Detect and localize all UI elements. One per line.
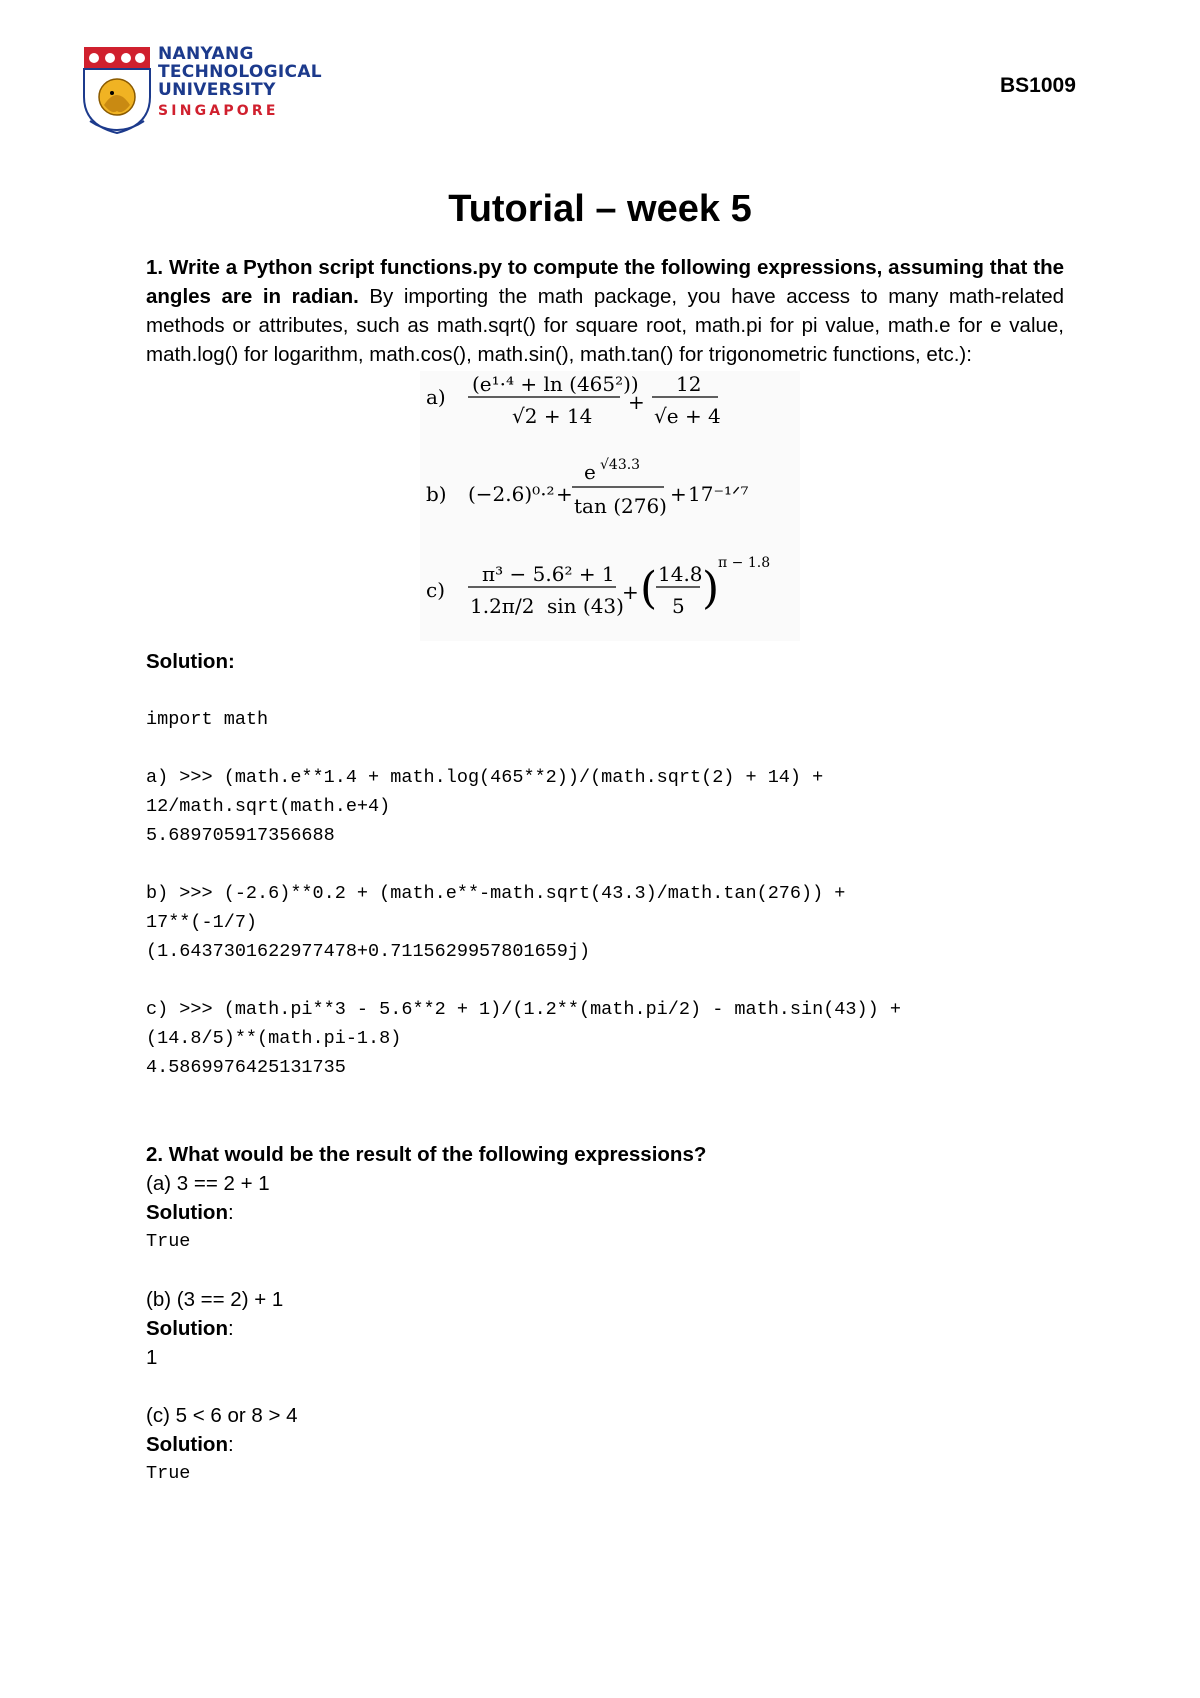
- formula-c-paren-right: ): [702, 563, 720, 614]
- formula-a-label: a): [426, 385, 446, 409]
- formula-c-frac-numerator: 14.8: [658, 562, 703, 586]
- question-2b-solution-label: Solution:: [146, 1317, 234, 1340]
- formula-b-label: b): [426, 482, 447, 506]
- question-2a-solution-label: Solution:: [146, 1201, 234, 1224]
- formula-image: [420, 371, 800, 641]
- code-line: (1.6437301622977478+0.7115629957801659j): [146, 941, 591, 962]
- question-2-heading: 2. What would be the result of the following expressions?: [146, 1143, 707, 1166]
- formula-c-label: c): [426, 578, 446, 602]
- question-2a-expression: (a) 3 == 2 + 1: [146, 1172, 270, 1195]
- formula-b-term-3: 17⁻¹ᐟ⁷: [688, 482, 749, 506]
- code-line: (14.8/5)**(math.pi-1.8): [146, 1028, 402, 1049]
- formula-b-numerator: e: [584, 460, 596, 484]
- code-line: 4.5869976425131735: [146, 1057, 346, 1078]
- question-1-code: [146, 676, 1064, 1082]
- logo-line-4: SINGAPORE: [158, 103, 279, 119]
- formula-c-frac-denominator: 5: [672, 594, 685, 618]
- question-2b-expression: (b) (3 == 2) + 1: [146, 1288, 284, 1311]
- question-2c-answer: True: [146, 1463, 191, 1484]
- question-2c-expression: (c) 5 < 6 or 8 > 4: [146, 1404, 298, 1427]
- course-code: BS1009: [1000, 74, 1076, 97]
- code-line: 17**(-1/7): [146, 912, 258, 933]
- page-title: Tutorial – week 5: [448, 188, 752, 230]
- question-2c-solution-label: Solution:: [146, 1433, 234, 1456]
- formula-c-exponent: π − 1.8: [718, 555, 771, 571]
- formula-a-numerator-2: 12: [676, 372, 702, 396]
- formula-c-plus: +: [622, 580, 639, 604]
- question-1-text: By importing the math package, you have access to many math-related methods or attributes, such as math.sqrt() for square root, math.pi for pi value, math.e for e value, math.log() for logarithm, math.cos(), math.sin(), math.tan() for trigonometric functions, etc.):: [146, 285, 1064, 366]
- logo-line-3: UNIVERSITY: [158, 80, 276, 100]
- code-line: 5.689705917356688: [146, 825, 335, 846]
- logo-wordmark: [158, 45, 322, 120]
- formula-a-numerator: (e¹·⁴ + ln (465²)): [472, 372, 639, 396]
- formula-a-denominator-2: √e + 4: [654, 404, 721, 428]
- formula-b-term-1: (−2.6)⁰·²: [468, 482, 555, 506]
- formula-b-plus-2: +: [670, 482, 687, 506]
- question-1-solution-label: Solution:: [146, 650, 235, 673]
- code-line: 12/math.sqrt(math.e+4): [146, 796, 391, 817]
- code-line: [146, 966, 1064, 995]
- code-line: [146, 850, 1064, 879]
- formula-c-paren-left: (: [640, 563, 658, 614]
- ntu-crest-icon: [82, 45, 152, 135]
- formula-b-denominator: tan (276): [574, 494, 667, 518]
- main-content: [146, 253, 1064, 1488]
- formula-c-denominator-a: 1.2π/2: [470, 594, 535, 618]
- formula-a-denominator: √2 + 14: [512, 404, 593, 428]
- code-line: [146, 734, 1064, 763]
- question-1: [146, 253, 1064, 369]
- formula-c-numerator: π³ − 5.6² + 1: [482, 562, 615, 586]
- code-line: a) >>> (math.e**1.4 + math.log(465**2))/(math.sqrt(2) + 14) +: [146, 767, 824, 788]
- formula-b-exponent: √43.3: [600, 457, 641, 473]
- question-2b-answer: 1: [146, 1346, 158, 1369]
- question-1-heading: 1. Write a Python script functions.py to compute the following expressions, assuming that the angles are in radian.: [146, 256, 1064, 308]
- logo-line-1: NANYANG: [158, 44, 254, 64]
- formula-a-plus: +: [628, 390, 645, 414]
- code-line: import math: [146, 709, 269, 730]
- code-line: b) >>> (-2.6)**0.2 + (math.e**-math.sqrt(43.3)/math.tan(276)) +: [146, 883, 846, 904]
- logo-line-2: TECHNOLOGICAL: [158, 62, 322, 82]
- formula-b-plus-1: +: [556, 482, 573, 506]
- ntu-logo: [82, 45, 322, 135]
- formula-c-denominator-b: sin (43): [547, 594, 624, 618]
- code-line: c) >>> (math.pi**3 - 5.6**2 + 1)/(1.2**(math.pi/2) - math.sin(43)) +: [146, 999, 901, 1020]
- question-2a-answer: True: [146, 1231, 191, 1252]
